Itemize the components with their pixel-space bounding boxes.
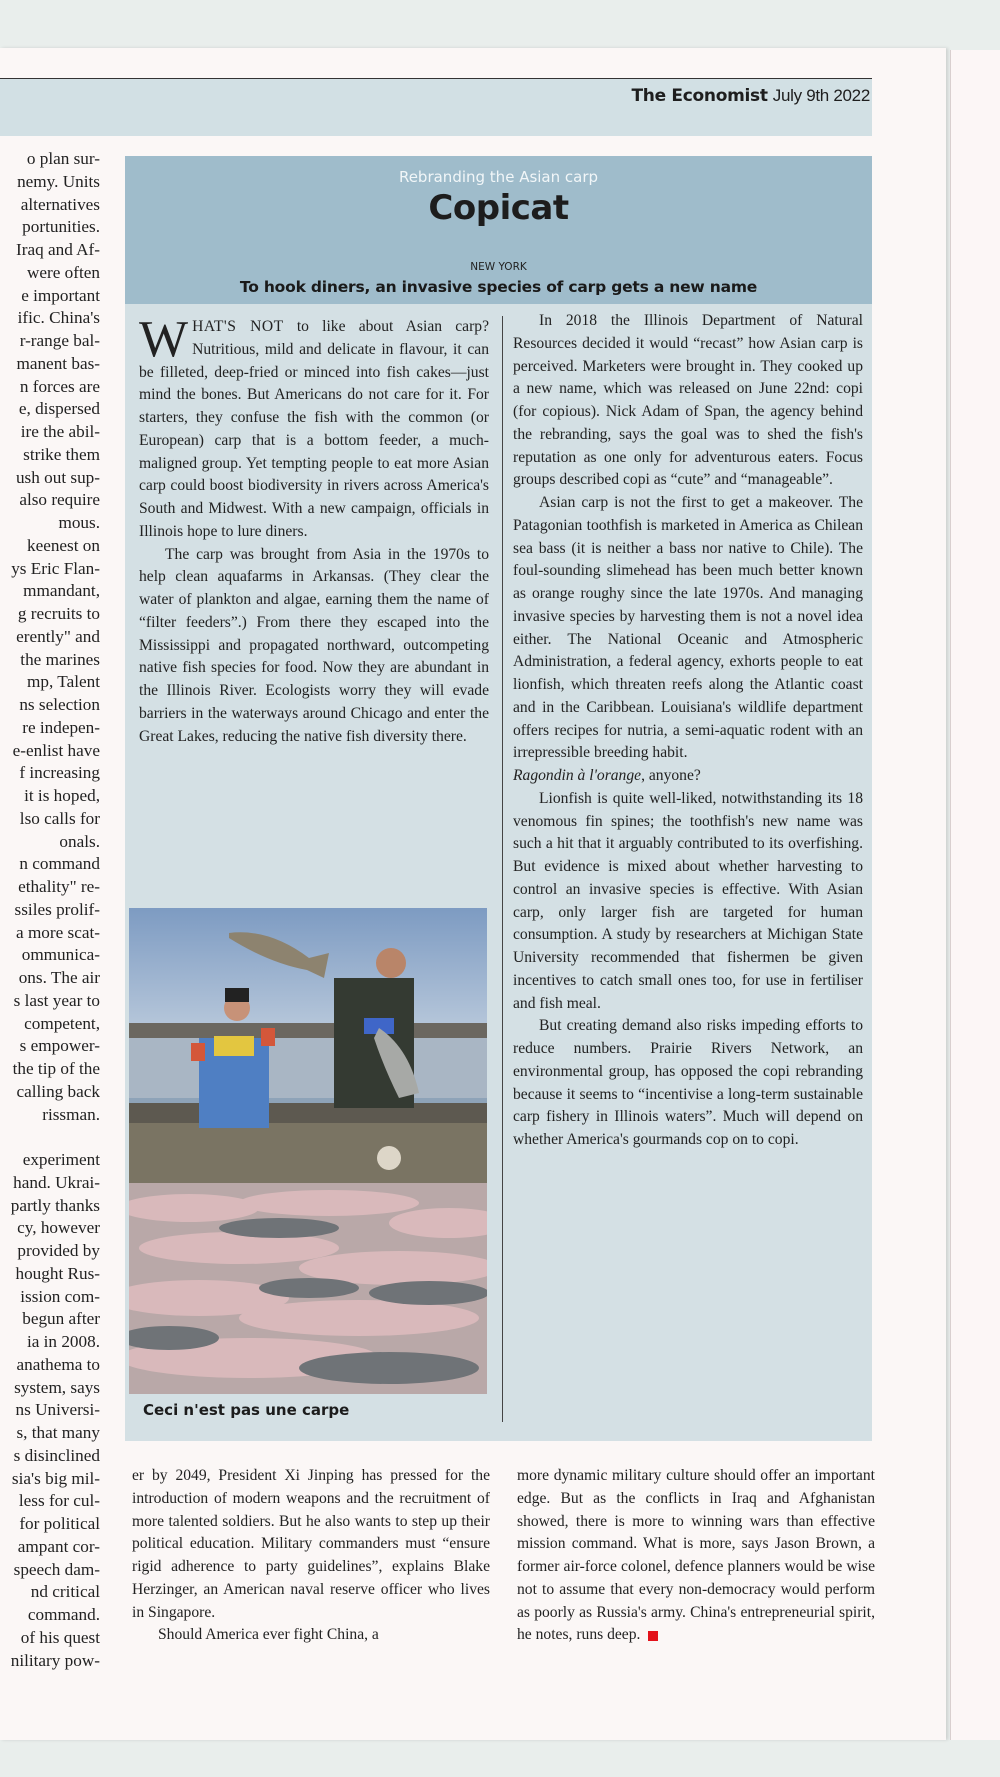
paragraph (517, 1465, 875, 1647)
preceding-article-line: also require (19, 490, 100, 510)
preceding-article-line: ommunica- (21, 945, 100, 965)
photo-caption: Ceci n'est pas une carpe (143, 1401, 350, 1419)
preceding-article-line: sia's big mil- (11, 1468, 100, 1488)
preceding-article-line: s last year to (13, 990, 100, 1010)
preceding-article-line: rissman. (42, 1104, 100, 1124)
article-photo-fishermen-with-carp (129, 908, 487, 1394)
preceding-article-line: onals. (59, 831, 100, 851)
drop-cap: W (139, 311, 189, 368)
preceding-article-line: keenest on (26, 535, 100, 555)
rubric: Rebranding the Asian carp (398, 168, 599, 186)
photo-illustration (129, 908, 487, 1394)
preceding-article-line: Iraq and Af- (16, 240, 100, 259)
preceding-article-line: mp, Talent (27, 672, 100, 692)
lead-text: to like about Asian carp? Nutritious, mild and delicate in flavour, it can be filleted, deep-fried or minced into fish cakes—just mind the bones. But Americans do not care for it. For starters, they confuse the fish with the common (or European) carp that is a bottom feeder, a much-maligned group. Yet tempting people to eat more Asian carp could boost biodiversity in rivers across America's South and Midwest. With a new campaign, officials in Illinois hope to lure diners. (139, 318, 489, 540)
paragraph: Lionfish is quite well-liked, notwithstanding its 18 venomous fin spines; the toothfish's new name was such a hit that it arguably contributed to its overfishing. But evidence is mixed about whether harvesting to control an invasive species is effective. With Asian carp, only larger fish are targeted for human consumption. A study by researchers at Michigan State University recommended that fishermen be given incentives to catch small ones too, for use in fertiliser and fish meal. (513, 789, 863, 1012)
preceding-article-line: nd critical (30, 1582, 100, 1602)
preceding-article-line: o plan sur- (26, 149, 100, 168)
preceding-article-line: experiment (22, 1150, 100, 1169)
paragraph: The carp was brought from Asia in the 1970s to help clean aquafarms in Arkansas. (They clear the water of plankton and algae, earning them the name of “filter feeders”.) From there they escaped into the Mississippi and propagated northward, outcompeting native fish species for food. Now they are abundant in the Illinois River. Ecologists worry they will evade barriers in the waterways around Chicago and enter the Great Lakes, reducing the native fish diversity there. (139, 545, 489, 745)
article-header (125, 156, 872, 304)
preceding-article-line: alternatives (20, 194, 100, 214)
preceding-article-line: portunities. (22, 217, 100, 237)
preceding-article-line: g recruits to (17, 604, 100, 623)
preceding-article-line: the marines (20, 649, 100, 669)
preceding-article-line: provided by (17, 1241, 100, 1260)
preceding-article-line (0, 1126, 100, 1149)
preceding-article-line: e-enlist have (12, 740, 100, 760)
continued-article-column-1 (132, 1465, 490, 1647)
preceding-article-line: erently" and (16, 626, 100, 646)
preceding-article-line: nemy. Units (17, 171, 100, 191)
preceding-article-line: r-range bal- (19, 331, 100, 350)
italic-aside: Ragondin à l'orange (513, 767, 642, 784)
paragraph: er by 2049, President Xi Jinping has pressed for the introduction of modern weapons and the recruitment of more talented soldiers. But he also wants to step up their political education. Military commanders must “ensure rigid adherence to party guidelines”, explains Blake Herzinger, an American naval reserve officer who lives in Singapore. (132, 1467, 490, 1621)
preceding-article-line: n forces are (19, 376, 100, 396)
preceding-article-line: e, dispersed (18, 399, 100, 419)
preceding-article-column (0, 148, 100, 1688)
dateline: NEW YORK (470, 261, 527, 273)
preceding-article-line: were often (26, 262, 100, 282)
paragraph: In 2018 the Illinois Department of Natural Resources decided it would “recast” how Asian carp is perceived. Marketers were brought in. They cooked up a new name, which was released on June 22nd: copi (for copious). Nick Adam of Span, the agency behind the rebranding, says the goal was to shed the fish's reputation as one only for adventurous eaters. Focus groups described copi as “cute” and “manageable”. (513, 312, 863, 489)
preceding-article-line: anathema to (16, 1354, 100, 1374)
issue-date: July 9th 2022 (772, 86, 870, 105)
masthead (631, 86, 870, 106)
article-box (125, 156, 872, 1441)
preceding-article-line: ns selection (19, 695, 100, 714)
article-column-2 (513, 310, 863, 1152)
paragraph-text: more dynamic military culture should offer an important edge. But as the conflicts in Iraq and Afghanistan showed, there is more to winning wars than effective mission command. What is more, says Jason Brown, a former air-force colonel, defence planners would be wise not to assume that every non-democracy would perform as poorly as Russia's army. China's entrepreneurial spirit, he notes, runs deep. (517, 1467, 875, 1644)
preceding-article-line: ampant cor- (17, 1536, 100, 1556)
preceding-article-line: ethality" re- (18, 877, 100, 896)
paragraph (513, 492, 863, 788)
preceding-article-line: ia in 2008. (26, 1332, 100, 1351)
preceding-article-line: ire the abil- (20, 422, 100, 441)
preceding-article-line: manent bas- (16, 353, 100, 373)
preceding-article-line: mous. (58, 513, 100, 532)
preceding-article-line: strike them (23, 444, 100, 464)
preceding-article-line: hand. Ukrai- (13, 1172, 100, 1192)
preceding-article-line: ons. The air (18, 968, 100, 987)
preceding-article-line: n command (19, 854, 100, 874)
lead-smallcaps: HAT'S NOT (192, 318, 284, 335)
preceding-article-line: hought Rus- (15, 1263, 100, 1283)
preceding-article-line: system, says (14, 1377, 100, 1397)
preceding-article-line: nilitary pow- (10, 1650, 100, 1670)
preceding-article-line: e important (21, 285, 100, 305)
preceding-article-line: speech dam- (13, 1559, 100, 1579)
continued-article-column-2 (517, 1465, 875, 1647)
preceding-article-line: ns Universi- (15, 1400, 100, 1420)
end-of-article-mark-icon (648, 1631, 658, 1641)
facing-page-edge (950, 50, 1000, 1740)
article-column-1 (139, 311, 489, 748)
preceding-article-line: a more scat- (16, 922, 100, 942)
preceding-article-line: less for cul- (18, 1491, 100, 1511)
preceding-article-line: for political (19, 1514, 100, 1533)
preceding-article-line: re indepen- (22, 717, 100, 737)
standfirst: To hook diners, an invasive species of carp gets a new name (239, 278, 758, 296)
preceding-article-line: it is hoped, (24, 786, 100, 805)
preceding-article-line: begun after (22, 1309, 100, 1329)
preceding-article-line: lso calls for (19, 808, 100, 828)
preceding-article-line: ific. China's (17, 308, 100, 328)
preceding-article-line: partly thanks (10, 1195, 100, 1215)
preceding-article-line: ssiles prolif- (14, 899, 100, 919)
preceding-article-line: mmandant, (23, 581, 100, 601)
preceding-article-line: s disinclined (13, 1445, 100, 1465)
preceding-article-line: cy, however (17, 1218, 100, 1238)
paragraph-text: Asian carp is not the first to get a makeover. The Patagonian toothfish is marketed in America as Chilean sea bass (it is neither a bass nor native to Chile). The foul-sounding slimehead has been much better known as orange roughy since the late 1970s. And managing invasive species by harvesting them is not a novel idea either. The National Oceanic and Atmospheric Administration, a federal agency, exhorts people to eat lionfish, which threaten reefs along the Atlantic coast and in the Caribbean. Louisiana's wildlife department offers recipes for nutria, a semi-aquatic rodent with an irrepressible breeding habit. (513, 494, 863, 762)
preceding-article-line: ush out sup- (15, 467, 100, 487)
preceding-article-line: ys Eric Flan- (11, 558, 100, 578)
column-divider (502, 316, 503, 1422)
preceding-article-line: calling back (16, 1081, 100, 1101)
paragraph: But creating demand also risks impeding efforts to reduce numbers. Prairie Rivers Network, an environmental group, has opposed the copi rebranding because it seems to “incentivise a long-term sustainable carp fishery in Illinois waters”. Much will depend on whether America's gourmands cop on to copi. (513, 1017, 863, 1148)
preceding-article-line: f increasing (19, 763, 100, 783)
preceding-article-line: the tip of the (12, 1059, 100, 1078)
preceding-article-line: command. (27, 1605, 100, 1624)
preceding-article-line: of his quest (20, 1627, 100, 1647)
preceding-article-line: competent, (24, 1013, 100, 1033)
lead-paragraph (139, 311, 489, 544)
headline: Copicat (428, 188, 569, 228)
preceding-article-line: s empower- (19, 1036, 100, 1056)
italic-aside-tail: , anyone? (641, 767, 701, 784)
preceding-article-line: s, that many (16, 1423, 100, 1442)
paragraph: Should America ever fight China, a (158, 1626, 379, 1644)
preceding-article-line: ission com- (20, 1286, 100, 1306)
publication-name: The Economist (631, 86, 768, 106)
